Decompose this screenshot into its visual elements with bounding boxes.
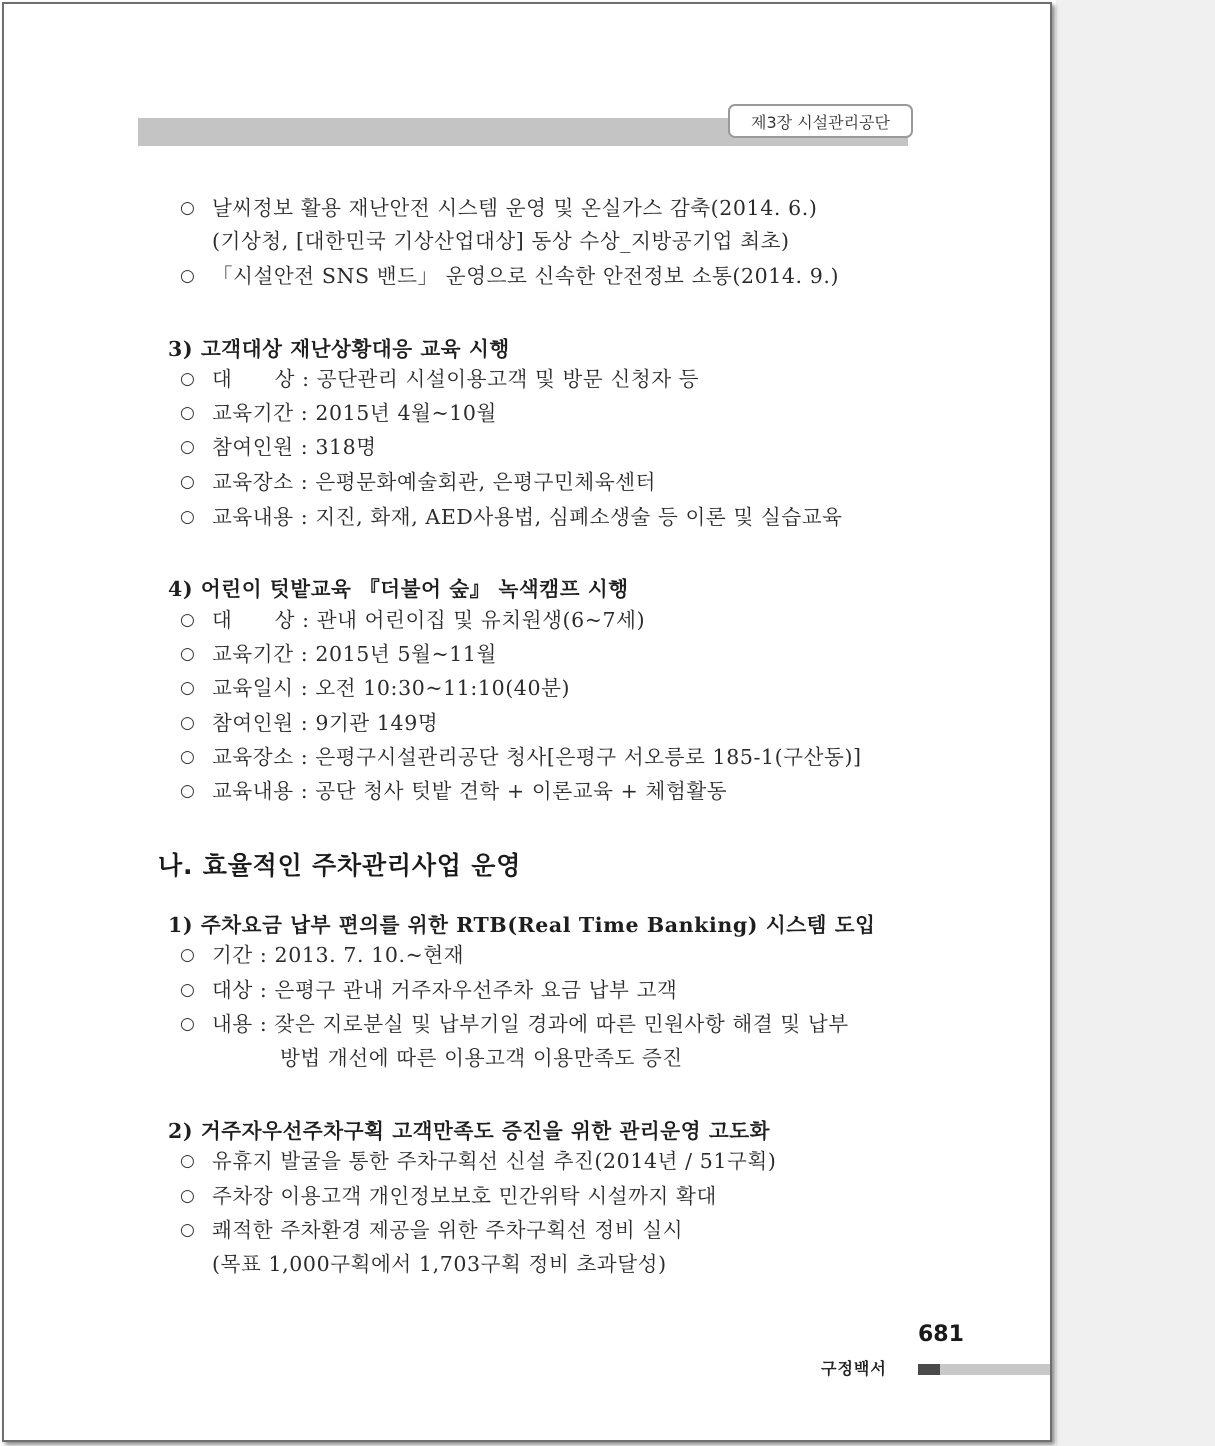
list-item: 쾌적한 주차환경 제공을 위한 주차구획선 정비 실시 bbox=[212, 1218, 684, 1242]
viewer-background bbox=[1056, 0, 1215, 1446]
subheading-1: 1) 주차요금 납부 편의를 위한 RTB(Real Time Banking) 시스템 도입 bbox=[168, 913, 876, 937]
list-item: 교육기간 : 2015년 5월~11월 bbox=[212, 642, 497, 666]
list-item: 유휴지 발굴을 통한 주차구획선 신설 추진(2014년 / 51구획) bbox=[212, 1149, 777, 1173]
bullet-icon: ○ bbox=[180, 472, 195, 492]
chapter-tab: 제3장 시설관리공단 bbox=[728, 104, 913, 138]
bullet-icon: ○ bbox=[180, 198, 195, 218]
subheading-2: 2) 거주자우선주차구획 고객만족도 증진을 위한 관리운영 고도화 bbox=[168, 1119, 771, 1143]
list-item: 기간 : 2013. 7. 10.~현재 bbox=[212, 943, 465, 967]
list-item: 교육내용 : 공단 청사 텃밭 견학 + 이론교육 + 체험활동 bbox=[212, 779, 728, 803]
list-item: 대상 : 은평구 관내 거주자우선주차 요금 납부 고객 bbox=[212, 978, 678, 1002]
list-item: 참여인원 : 9기관 149명 bbox=[212, 711, 439, 735]
subheading-4: 4) 어린이 텃밭교육 『더불어 숲』 녹색캠프 시행 bbox=[168, 577, 629, 601]
list-item: 교육일시 : 오전 10:30~11:10(40분) bbox=[212, 676, 571, 700]
bullet-icon: ○ bbox=[180, 610, 195, 630]
list-item-continuation: (목표 1,000구획에서 1,703구획 정비 초과달성) bbox=[212, 1252, 667, 1276]
bullet-icon: ○ bbox=[180, 437, 195, 457]
subheading-3: 3) 고객대상 재난상황대응 교육 시행 bbox=[168, 337, 510, 361]
list-item-continuation: 방법 개선에 따른 이용고객 이용만족도 증진 bbox=[280, 1046, 683, 1070]
bullet-icon: ○ bbox=[180, 403, 195, 423]
bullet-icon: ○ bbox=[180, 507, 195, 527]
bullet-icon: ○ bbox=[180, 945, 195, 965]
list-item: 참여인원 : 318명 bbox=[212, 435, 377, 459]
bullet-icon: ○ bbox=[180, 1014, 195, 1034]
bullet-icon: ○ bbox=[180, 1151, 195, 1171]
bullet-icon: ○ bbox=[180, 980, 195, 1000]
list-item: 교육기간 : 2015년 4월~10월 bbox=[212, 401, 497, 425]
bullet-icon: ○ bbox=[180, 644, 195, 664]
bullet-icon: ○ bbox=[180, 781, 195, 801]
footer-bar-light bbox=[940, 1364, 1050, 1375]
footer-bar-dark bbox=[918, 1364, 940, 1375]
list-item: 「시설안전 SNS 밴드」 운영으로 신속한 안전정보 소통(2014. 9.) bbox=[212, 264, 840, 288]
bullet-icon: ○ bbox=[180, 747, 195, 767]
bullet-icon: ○ bbox=[180, 1220, 195, 1240]
bullet-icon: ○ bbox=[180, 678, 195, 698]
bullet-icon: ○ bbox=[180, 713, 195, 733]
list-item: 대 상 : 관내 어린이집 및 유치원생(6~7세) bbox=[212, 608, 646, 632]
bullet-icon: ○ bbox=[180, 266, 195, 286]
list-item: 주차장 이용고객 개인정보보호 민간위탁 시설까지 확대 bbox=[212, 1184, 717, 1208]
book-title: 구정백서 bbox=[821, 1359, 887, 1378]
bullet-icon: ○ bbox=[180, 369, 195, 389]
page-number: 681 bbox=[918, 1322, 964, 1347]
list-item: 대 상 : 공단관리 시설이용고객 및 방문 신청자 등 bbox=[212, 367, 700, 391]
bullet-icon: ○ bbox=[180, 1186, 195, 1206]
list-item-continuation: (기상청, [대한민국 기상산업대상] 동상 수상_지방공기업 최초) bbox=[212, 229, 790, 253]
list-item: 교육장소 : 은평구시설관리공단 청사[은평구 서오릉로 185-1(구산동)] bbox=[212, 745, 862, 769]
section-title: 나. 효율적인 주차관리사업 운영 bbox=[158, 851, 522, 880]
list-item: 교육장소 : 은평문화예술회관, 은평구민체육센터 bbox=[212, 470, 657, 494]
list-item: 날씨정보 활용 재난안전 시스템 운영 및 온실가스 감축(2014. 6.) bbox=[212, 196, 818, 220]
list-item: 내용 : 잦은 지로분실 및 납부기일 경과에 따른 민원사항 해결 및 납부 bbox=[212, 1012, 849, 1036]
list-item: 교육내용 : 지진, 화재, AED사용법, 심폐소생술 등 이론 및 실습교육 bbox=[212, 505, 843, 529]
